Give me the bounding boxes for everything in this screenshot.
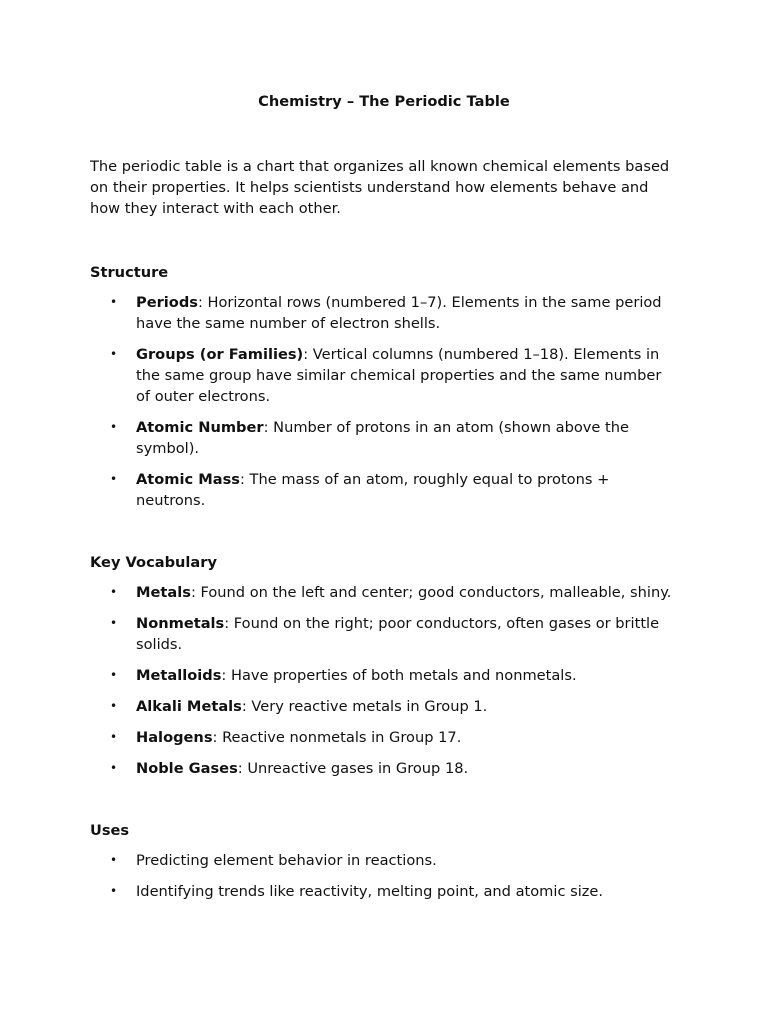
term-description: : Reactive nonmetals in Group 17. (212, 729, 462, 746)
list-item (90, 665, 678, 686)
term-description: : The mass of an atom, roughly equal to protons + neutrons. (136, 471, 610, 509)
bullet-icon: • (110, 347, 118, 361)
term-label: Nonmetals (136, 615, 225, 632)
list-item (90, 292, 678, 334)
term-label: Metals (136, 584, 191, 601)
uses-list (90, 850, 678, 902)
section-heading-structure: Structure (90, 264, 169, 281)
bullet-icon: • (110, 472, 118, 486)
term-description: : Very reactive metals in Group 1. (241, 698, 488, 715)
bullet-icon: • (110, 616, 118, 630)
term-label: Atomic Number (136, 419, 264, 436)
list-item (90, 881, 678, 902)
list-item (90, 727, 678, 748)
item-text: Predicting element behavior in reactions. (136, 852, 437, 869)
intro-paragraph: The periodic table is a chart that organizes all known chemical elements based on their properties. It helps scientists understand how elements behave and how they interact with each other. (90, 158, 670, 217)
term-description: : Have properties of both metals and nonmetals. (221, 667, 577, 684)
structure-list (90, 292, 678, 511)
term-description: : Number of protons in an atom (shown above the symbol). (136, 419, 629, 457)
term-label: Atomic Mass (136, 471, 240, 488)
bullet-icon: • (110, 668, 118, 682)
list-item (90, 469, 678, 511)
term-description: : Vertical columns (numbered 1–18). Elements in the same group have similar chemical properties and the same number of outer electrons. (136, 346, 662, 405)
term-label: Groups (or Families) (136, 346, 304, 363)
term-description: : Found on the right; poor conductors, often gases or brittle solids. (136, 615, 660, 653)
list-item (90, 696, 678, 717)
bullet-icon: • (110, 699, 118, 713)
term-label: Periods (136, 294, 198, 311)
bullet-icon: • (110, 853, 118, 867)
term-label: Metalloids (136, 667, 222, 684)
term-label: Alkali Metals (136, 698, 242, 715)
list-item (90, 344, 678, 407)
bullet-icon: • (110, 585, 118, 599)
bullet-icon: • (110, 420, 118, 434)
list-item (90, 758, 678, 779)
list-item (90, 417, 678, 459)
bullet-icon: • (110, 295, 118, 309)
item-text: Identifying trends like reactivity, melting point, and atomic size. (136, 883, 604, 900)
bullet-icon: • (110, 761, 118, 775)
bullet-icon: • (110, 730, 118, 744)
document-title: Chemistry – The Periodic Table (258, 93, 510, 110)
bullet-icon: • (110, 884, 118, 898)
list-item (90, 850, 678, 871)
list-item (90, 613, 678, 655)
section-heading-key-vocabulary: Key Vocabulary (90, 554, 217, 571)
vocabulary-list (90, 582, 678, 779)
list-item (90, 582, 678, 603)
term-label: Halogens (136, 729, 213, 746)
section-heading-uses: Uses (90, 822, 130, 839)
term-description: : Unreactive gases in Group 18. (237, 760, 469, 777)
term-description: : Found on the left and center; good conductors, malleable, shiny. (190, 584, 672, 601)
term-label: Noble Gases (136, 760, 238, 777)
term-description: : Horizontal rows (numbered 1–7). Elements in the same period have the same number of electron shells. (136, 294, 662, 332)
